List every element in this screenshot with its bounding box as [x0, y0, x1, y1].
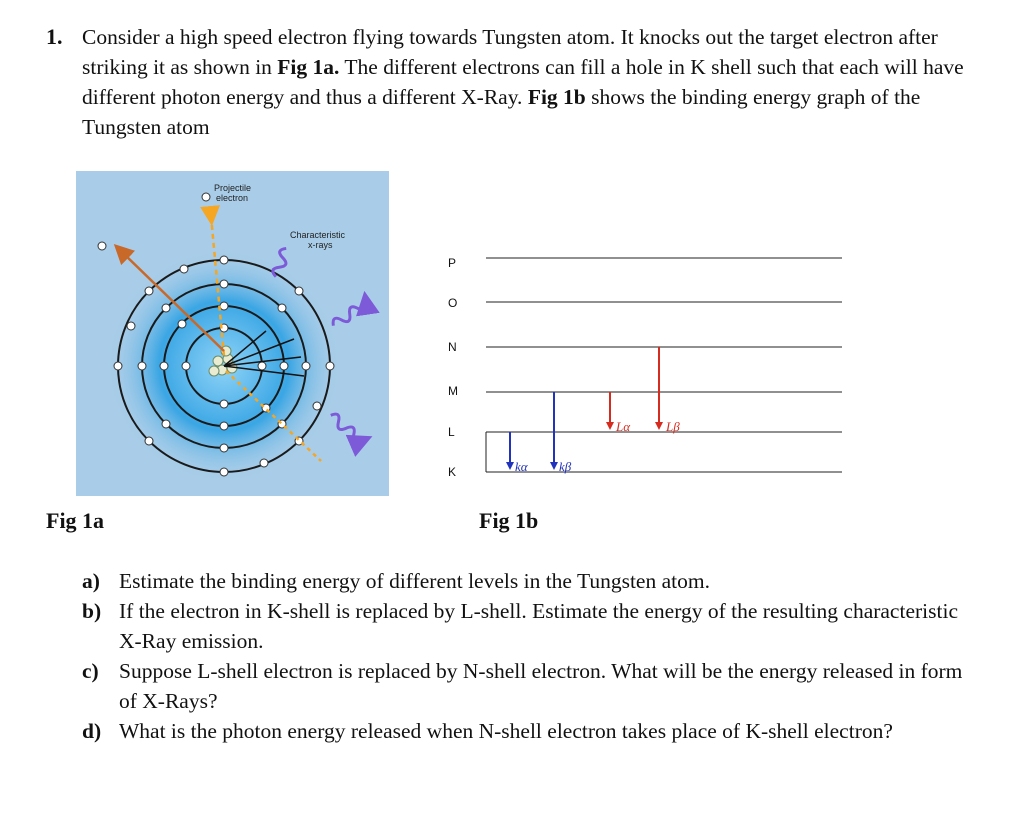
- transition-label-l-beta: Lβ: [666, 419, 680, 434]
- sub-questions: [82, 566, 982, 746]
- level-label-k: K: [448, 465, 457, 479]
- transition-k-beta: [550, 392, 558, 470]
- fig1b-reference: Fig 1b: [527, 85, 586, 109]
- fig1b-caption: Fig 1b: [479, 508, 539, 533]
- level-label-o: O: [448, 296, 458, 310]
- question-intro-2: The different electrons can fill a hole in K shell such that each will have different photon energy and thus a different X-Ray.: [82, 55, 964, 109]
- sub-question-label: a): [82, 569, 100, 593]
- sub-question-label: d): [82, 719, 102, 743]
- projectile-electron: [202, 193, 210, 201]
- question-intro-1: Consider a high speed electron flying towards Tungsten atom. It knocks out the target electron after striking it as shown in: [82, 25, 938, 79]
- energy-levels: [486, 258, 842, 472]
- fig1b-energy-level-diagram: [438, 240, 858, 490]
- level-label-n: N: [448, 340, 457, 354]
- sub-question-text: Estimate the binding energy of different levels in the Tungsten atom.: [119, 569, 710, 593]
- sub-question-text: What is the photon energy released when N-shell electron takes place of K-shell electron?: [119, 719, 893, 743]
- sub-question-label: c): [82, 659, 99, 683]
- level-label-l: L: [448, 425, 455, 439]
- sub-question-d: [82, 716, 982, 746]
- scattered-electron: [98, 242, 106, 250]
- projectile-label-1: Projectile: [214, 183, 252, 193]
- transition-l-alpha: [606, 392, 614, 430]
- projectile-label-2: electron: [216, 193, 249, 203]
- fig1a-caption: Fig 1a: [46, 508, 105, 533]
- question-text: [82, 22, 992, 142]
- transition-label-l-alpha: Lα: [616, 419, 631, 434]
- level-label-m: M: [448, 384, 458, 398]
- question-number: 1.: [46, 24, 63, 49]
- question-intro-3: shows the binding energy graph of the Tungsten atom: [82, 85, 921, 139]
- transition-k-alpha: [506, 432, 514, 470]
- sub-question-label: b): [82, 599, 102, 623]
- transition-label-k-beta: kβ: [559, 459, 572, 474]
- fig1a-reference: Fig 1a.: [277, 55, 340, 79]
- level-label-p: P: [448, 256, 457, 270]
- xray-label-1: Characteristic: [290, 230, 346, 240]
- sub-question-text: If the electron in K-shell is replaced by L-shell. Estimate the energy of the resulting characteristic X-Ray emission.: [119, 599, 958, 653]
- sub-question-a: [82, 566, 982, 596]
- fig1a-atom-diagram: [76, 171, 389, 496]
- transition-l-beta: [655, 347, 663, 430]
- xray-label-2: x-rays: [308, 240, 333, 250]
- sub-question-b: [82, 596, 982, 656]
- sub-question-text: Suppose L-shell electron is replaced by N-shell electron. What will be the energy released in form of X-Rays?: [119, 659, 963, 713]
- transition-label-k-alpha: kα: [515, 459, 528, 474]
- sub-question-c: [82, 656, 982, 716]
